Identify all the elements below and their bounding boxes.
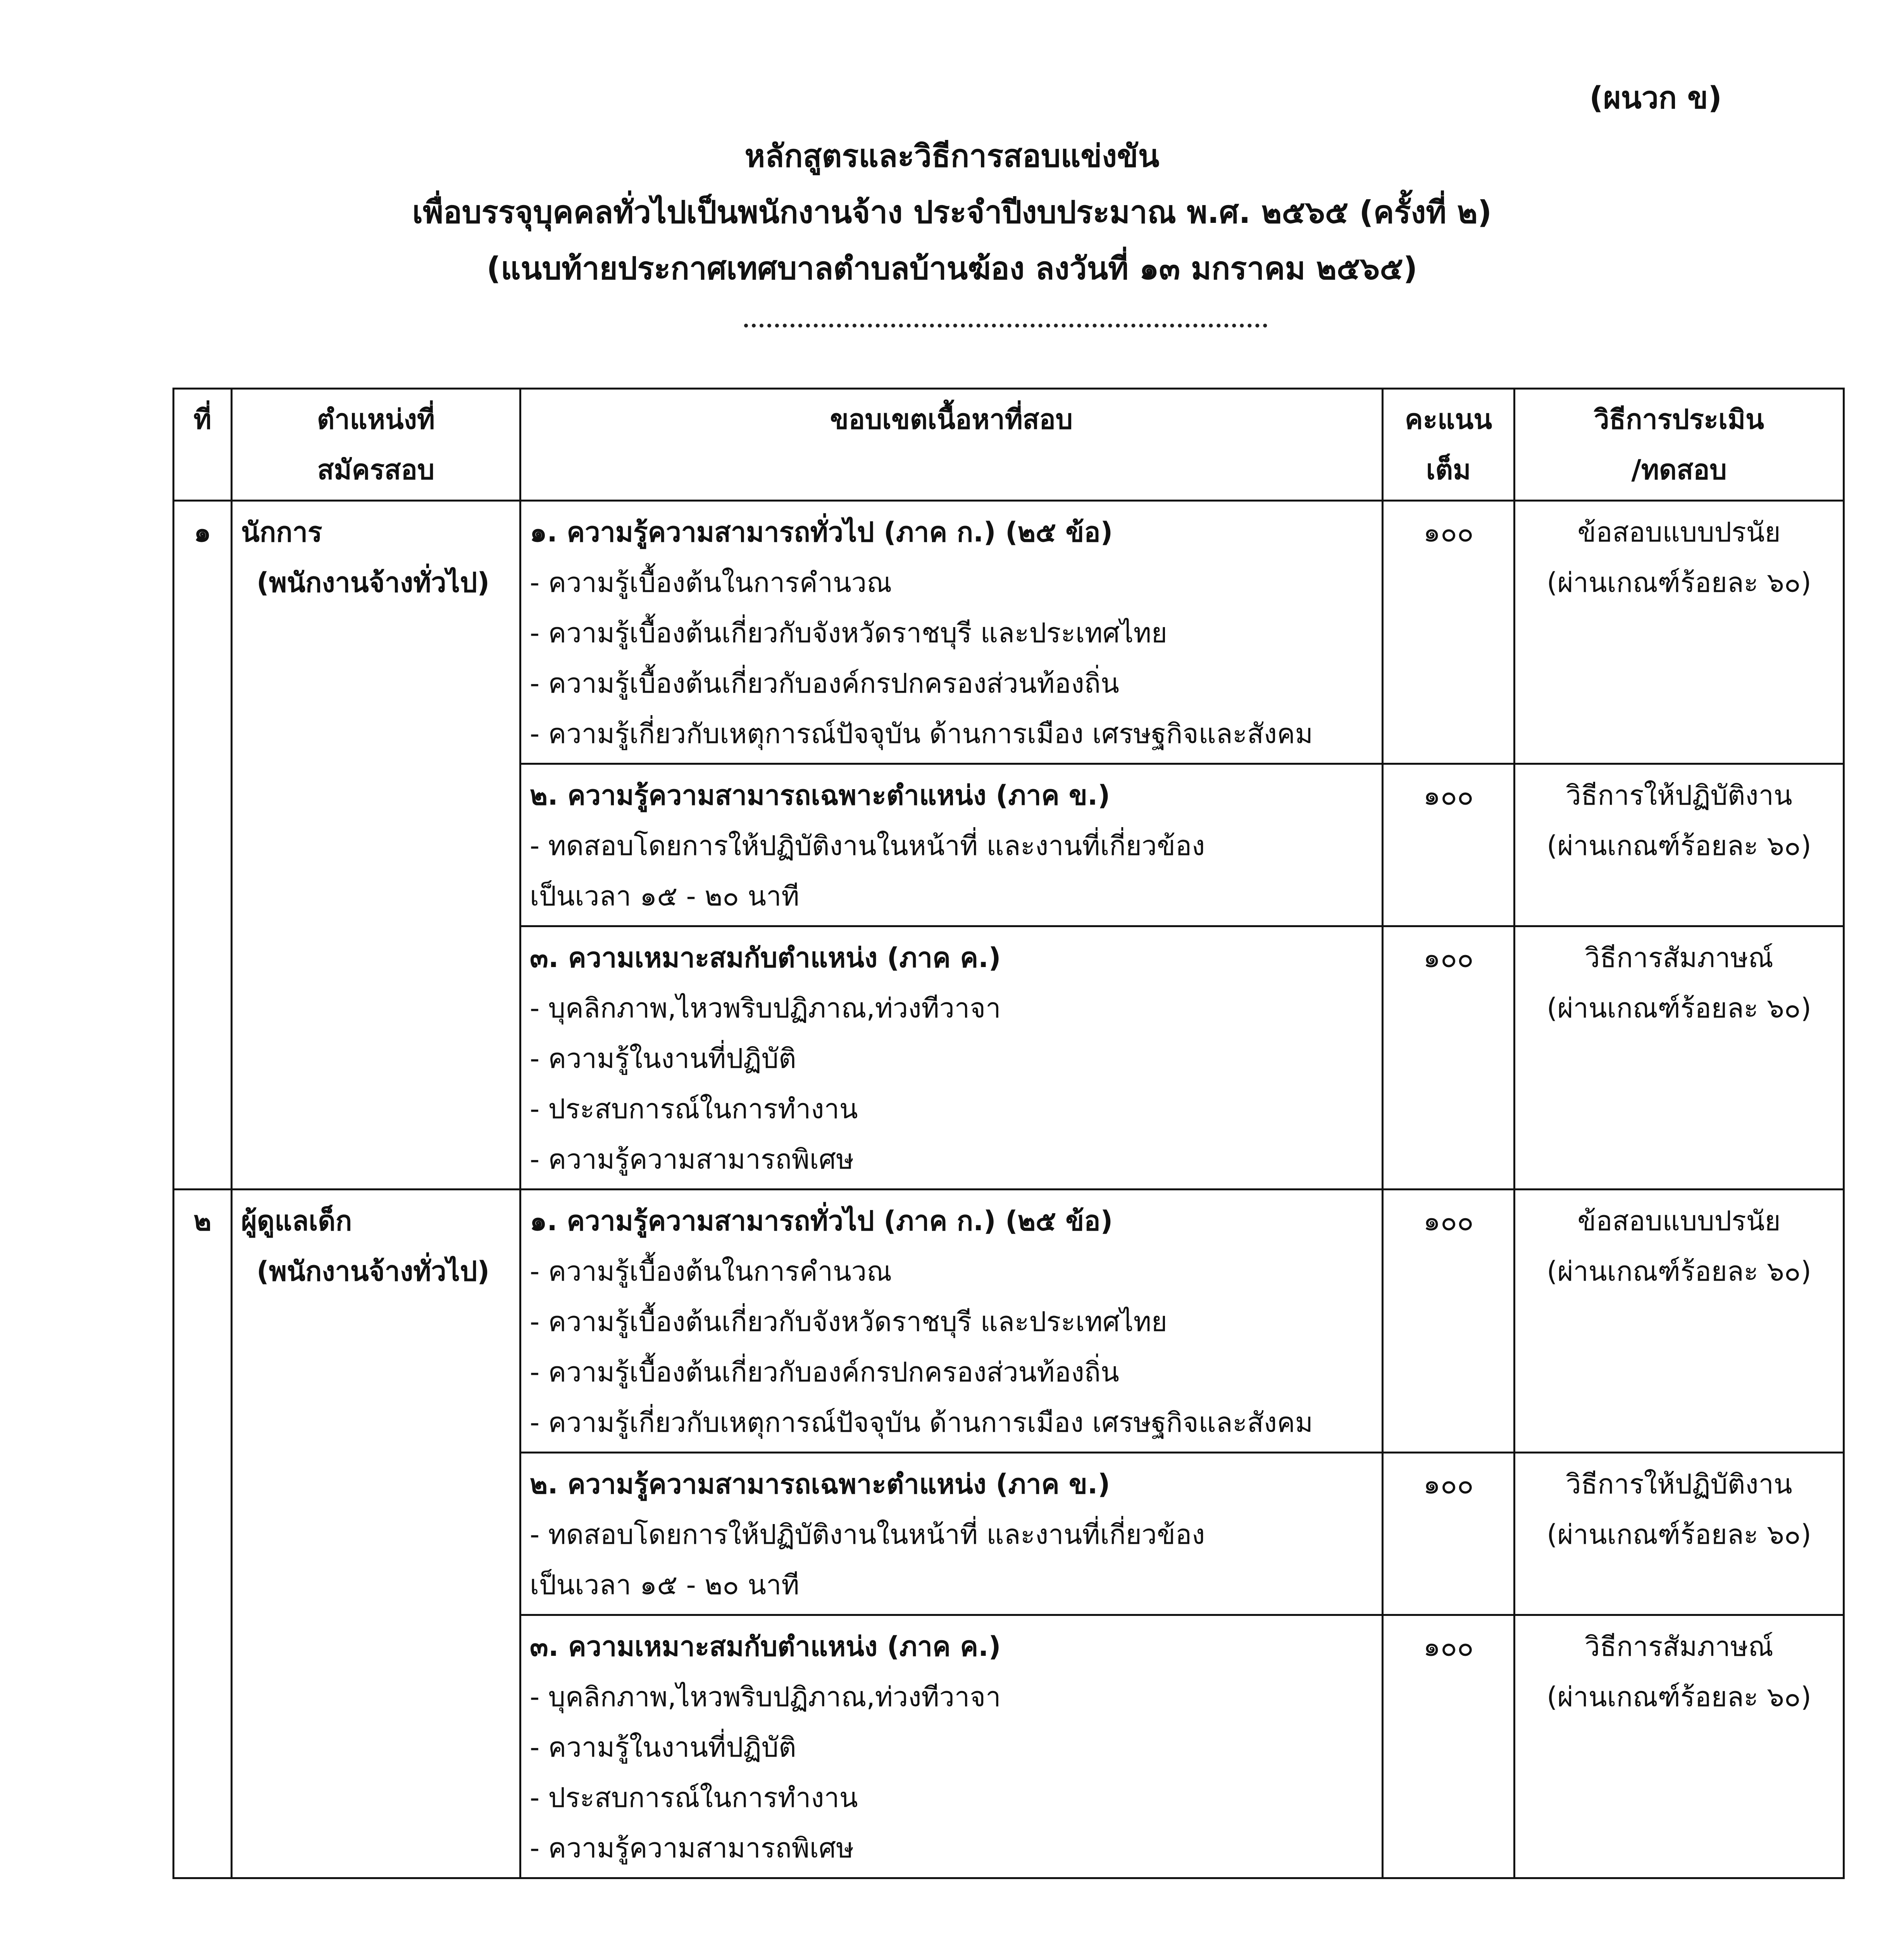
scope-item: - ประสบการณ์ในการทำงาน	[530, 1782, 858, 1814]
table-header-row	[174, 389, 1844, 501]
section-title: ๑. ความรู้ความสามารถทั่วไป (ภาค ก.) (๒๕ ข้อ)	[530, 516, 1113, 548]
position-number: ๒	[174, 1190, 232, 1878]
title-line-2: เพื่อบรรจุบุคคลทั่วไปเป็นพนักงานจ้าง ประจำปีงบประมาณ พ.ศ. ๒๕๖๕ (ครั้งที่ ๒)	[412, 194, 1492, 230]
dotted-divider	[744, 324, 1267, 328]
title-line-1: หลักสูตรและวิธีการสอบแข่งขัน	[744, 138, 1160, 174]
pass-criteria: (ผ่านเกณฑ์ร้อยละ ๖๐)	[1547, 1255, 1811, 1287]
method-name: วิธีการให้ปฏิบัติงาน	[1566, 1468, 1792, 1500]
scope-item: - ทดสอบโดยการให้ปฏิบัติงานในหน้าที่ และงานที่เกี่ยวข้อง	[530, 830, 1205, 862]
pass-criteria: (ผ่านเกณฑ์ร้อยละ ๖๐)	[1547, 1681, 1811, 1713]
scope-item: - บุคลิกภาพ,ไหวพริบปฏิภาณ,ท่วงทีวาจา	[530, 992, 1001, 1024]
full-score: ๑๐๐	[1383, 926, 1515, 1190]
evaluation-method	[1515, 764, 1844, 926]
pass-criteria: (ผ่านเกณฑ์ร้อยละ ๖๐)	[1547, 992, 1811, 1024]
pass-criteria: (ผ่านเกณฑ์ร้อยละ ๖๐)	[1547, 567, 1811, 598]
full-score: ๑๐๐	[1383, 1190, 1515, 1453]
header-method: วิธีการประเมิน /ทดสอบ	[1515, 389, 1844, 501]
document-title	[0, 128, 1904, 297]
section-title: ๓. ความเหมาะสมกับตำแหน่ง (ภาค ค.)	[530, 942, 1001, 974]
title-line-3: (แนบท้ายประกาศเทศบาลตำบลบ้านฆ้อง ลงวันที่ ๑๓ มกราคม ๒๕๖๕)	[486, 250, 1418, 286]
scope-item: - ความรู้ความสามารถพิเศษ	[530, 1832, 854, 1864]
position-type: (พนักงานจ้างทั่วไป)	[257, 1255, 490, 1287]
scope-item: - ความรู้เบื้องต้นในการคำนวณ	[530, 1255, 892, 1287]
evaluation-method	[1515, 501, 1844, 764]
scope-cell	[520, 764, 1383, 926]
header-no: ที่	[174, 389, 232, 501]
evaluation-method	[1515, 1615, 1844, 1878]
scope-item: - ความรู้เบื้องต้นเกี่ยวกับจังหวัดราชบุรี และประเทศไทย	[530, 1306, 1167, 1338]
exam-table	[172, 388, 1845, 1879]
header-position: ตำแหน่งที่ สมัครสอบ	[232, 389, 520, 501]
section-title: ๓. ความเหมาะสมกับตำแหน่ง (ภาค ค.)	[530, 1631, 1001, 1662]
annex-label: (ผนวก ข)	[1589, 81, 1722, 116]
scope-item: - ความรู้เบื้องต้นเกี่ยวกับจังหวัดราชบุรี และประเทศไทย	[530, 617, 1167, 649]
position-cell	[232, 1190, 520, 1878]
full-score: ๑๐๐	[1383, 764, 1515, 926]
section-title: ๒. ความรู้ความสามารถเฉพาะตำแหน่ง (ภาค ข.)	[530, 779, 1110, 811]
scope-item: - ประสบการณ์ในการทำงาน	[530, 1093, 858, 1125]
full-score: ๑๐๐	[1383, 501, 1515, 764]
table-row	[174, 1190, 1844, 1453]
method-name: วิธีการสัมภาษณ์	[1585, 942, 1773, 974]
position-name: นักการ	[241, 516, 322, 548]
scope-cell	[520, 1453, 1383, 1615]
scope-item: - ความรู้เบื้องต้นในการคำนวณ	[530, 567, 892, 598]
scope-item: - ความรู้เกี่ยวกับเหตุการณ์ปัจจุบัน ด้านการเมือง เศรษฐกิจและสังคม	[530, 1407, 1313, 1438]
scope-item: เป็นเวลา ๑๕ - ๒๐ นาที	[530, 1569, 800, 1601]
scope-cell	[520, 1190, 1383, 1453]
evaluation-method	[1515, 1190, 1844, 1453]
evaluation-method	[1515, 1453, 1844, 1615]
method-name: วิธีการให้ปฏิบัติงาน	[1566, 779, 1792, 811]
scope-item: - ความรู้ในงานที่ปฏิบัติ	[530, 1043, 796, 1074]
position-name: ผู้ดูแลเด็ก	[241, 1205, 352, 1237]
position-cell	[232, 501, 520, 1190]
scope-cell	[520, 1615, 1383, 1878]
scope-item: - ทดสอบโดยการให้ปฏิบัติงานในหน้าที่ และงานที่เกี่ยวข้อง	[530, 1519, 1205, 1550]
scope-item: - ความรู้ความสามารถพิเศษ	[530, 1143, 854, 1175]
header-score: คะแนน เต็ม	[1383, 389, 1515, 501]
scope-cell	[520, 926, 1383, 1190]
position-number: ๑	[174, 501, 232, 1190]
scope-item: เป็นเวลา ๑๕ - ๒๐ นาที	[530, 880, 800, 912]
scope-item: - ความรู้เบื้องต้นเกี่ยวกับองค์กรปกครองส่วนท้องถิ่น	[530, 1356, 1119, 1388]
scope-item: - บุคลิกภาพ,ไหวพริบปฏิภาณ,ท่วงทีวาจา	[530, 1681, 1001, 1713]
method-name: ข้อสอบแบบปรนัย	[1577, 1205, 1781, 1237]
table-body	[174, 501, 1844, 1878]
position-type: (พนักงานจ้างทั่วไป)	[257, 567, 490, 598]
scope-item: - ความรู้ในงานที่ปฏิบัติ	[530, 1731, 796, 1763]
full-score: ๑๐๐	[1383, 1615, 1515, 1878]
table-row	[174, 501, 1844, 764]
header-scope: ขอบเขตเนื้อหาที่สอบ	[520, 389, 1383, 501]
section-title: ๑. ความรู้ความสามารถทั่วไป (ภาค ก.) (๒๕ ข้อ)	[530, 1205, 1113, 1237]
full-score: ๑๐๐	[1383, 1453, 1515, 1615]
method-name: วิธีการสัมภาษณ์	[1585, 1631, 1773, 1662]
method-name: ข้อสอบแบบปรนัย	[1577, 516, 1781, 548]
scope-item: - ความรู้เบื้องต้นเกี่ยวกับองค์กรปกครองส่วนท้องถิ่น	[530, 667, 1119, 699]
pass-criteria: (ผ่านเกณฑ์ร้อยละ ๖๐)	[1547, 1519, 1811, 1550]
scope-cell	[520, 501, 1383, 764]
pass-criteria: (ผ่านเกณฑ์ร้อยละ ๖๐)	[1547, 830, 1811, 862]
section-title: ๒. ความรู้ความสามารถเฉพาะตำแหน่ง (ภาค ข.)	[530, 1468, 1110, 1500]
evaluation-method	[1515, 926, 1844, 1190]
scope-item: - ความรู้เกี่ยวกับเหตุการณ์ปัจจุบัน ด้านการเมือง เศรษฐกิจและสังคม	[530, 718, 1313, 750]
